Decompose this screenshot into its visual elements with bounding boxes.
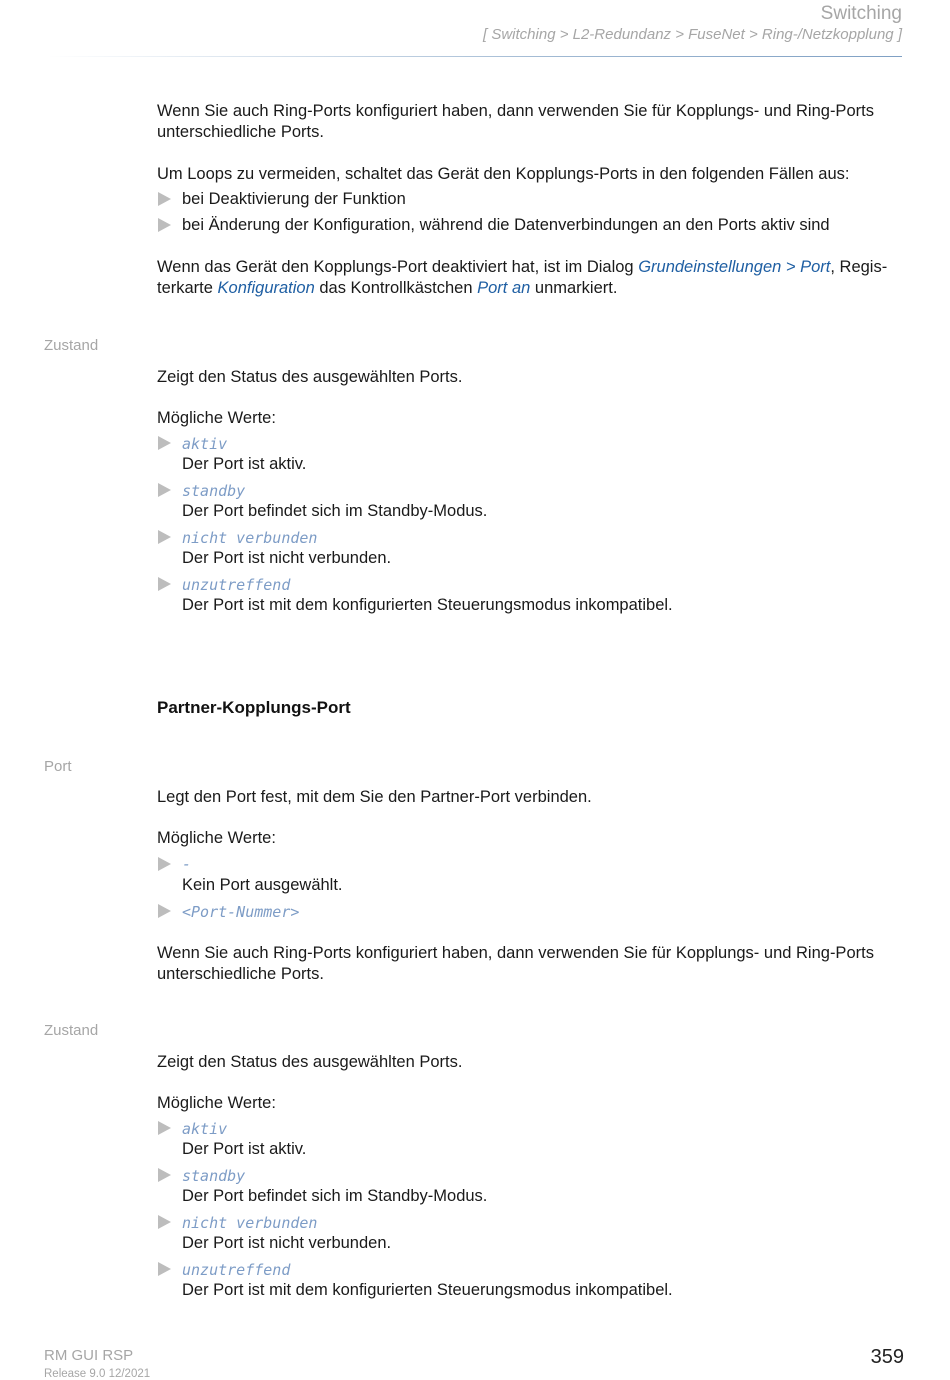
port-desc: Legt den Port fest, mit dem Sie den Partner-Port verbinden. (157, 788, 592, 806)
value-code-none: - (182, 855, 192, 873)
link-grundeinstellungen-port[interactable]: Grundeinstellungen > Port (638, 258, 831, 276)
port-label: Port (44, 758, 72, 775)
bullet-triangle-icon (158, 192, 171, 206)
value-desc-unzutreffend-2: Der Port ist mit dem konfigurierten Steuerungsmodus inkompatibel. (182, 1281, 673, 1299)
value-code-standby-2: standby (182, 1167, 246, 1185)
breadcrumb: [ Switching > L2-Redundanz > FuseNet > Ring-/Netzkopplung ] (483, 26, 902, 43)
value-desc-nicht-verbunden-2: Der Port ist nicht verbunden. (182, 1234, 392, 1252)
value-code-unzutreffend-2: unzutreffend (182, 1261, 291, 1279)
zustand-2-values-label: Mögliche Werte: (157, 1094, 276, 1112)
value-desc-standby-2: Der Port befindet sich im Standby-Modus. (182, 1187, 488, 1205)
bullet-triangle-icon (158, 1215, 171, 1229)
value-code-standby: standby (182, 482, 246, 500)
header-divider (48, 56, 902, 57)
port-values-label: Mögliche Werte: (157, 829, 276, 847)
page-number: 359 (870, 1346, 904, 1368)
link-port-an[interactable]: Port an (477, 278, 531, 297)
intro-paragraph-2: Um Loops zu vermeiden, schaltet das Gerät den Kopplungs-Ports in den folgenden Fällen aus: (157, 165, 850, 183)
value-code-unzutreffend: unzutreffend (182, 576, 291, 594)
value-desc-nicht-verbunden: Der Port ist nicht verbunden. (182, 549, 392, 567)
p3-text-c: das Kontrollkästchen (314, 278, 478, 297)
zustand-1-label: Zustand (44, 337, 99, 354)
value-desc-aktiv-2: Der Port ist aktiv. (182, 1140, 307, 1158)
bullet-triangle-icon (158, 857, 171, 871)
value-desc-unzutreffend: Der Port ist mit dem konfigurierten Steuerungsmodus inkompatibel. (182, 596, 673, 614)
bullet-triangle-icon (158, 904, 171, 918)
section-heading: Partner-Kopplungs-Port (157, 698, 351, 717)
p3-text-d: unmarkiert. (530, 278, 618, 297)
p3-text-a: Wenn das Gerät den Kopplungs-Port deaktiviert hat, ist im Dialog (157, 258, 639, 276)
value-code-port-nummer: <Port-Nummer> (182, 903, 300, 921)
bullet-triangle-icon (158, 1121, 171, 1135)
footer-release: Release 9.0 12/2021 (44, 1368, 151, 1380)
p3-text-b: , Regis-terkarte (157, 258, 888, 297)
intro-paragraph-1: Wenn Sie auch Ring-Ports konfiguriert haben, dann verwenden Sie für Kopplungs- und Ring-Ports unterschiedliche Ports. (157, 102, 874, 141)
intro-bullet-1: bei Deaktivierung der Funktion (182, 190, 406, 208)
value-code-aktiv-2: aktiv (182, 1120, 228, 1138)
header-title: Switching (820, 3, 902, 24)
partner-note: Wenn Sie auch Ring-Ports konfiguriert haben, dann verwenden Sie für Kopplungs- und Ring-Ports unterschiedliche Ports. (157, 944, 874, 983)
bullet-triangle-icon (158, 1168, 171, 1182)
value-desc-none: Kein Port ausgewählt. (182, 876, 343, 894)
value-desc-standby: Der Port befindet sich im Standby-Modus. (182, 502, 488, 520)
value-code-aktiv: aktiv (182, 435, 228, 453)
bullet-triangle-icon (158, 1262, 171, 1276)
intro-bullet-2: bei Änderung der Konfiguration, während die Datenverbindungen an den Ports aktiv sind (182, 216, 830, 234)
intro-paragraph-3 (157, 257, 907, 298)
value-code-nicht-verbunden-2: nicht verbunden (182, 1214, 318, 1232)
bullet-triangle-icon (158, 483, 171, 497)
link-konfiguration[interactable]: Konfiguration (217, 278, 315, 297)
bullet-triangle-icon (158, 218, 171, 232)
zustand-1-values-label: Mögliche Werte: (157, 409, 276, 427)
bullet-triangle-icon (158, 530, 171, 544)
value-desc-aktiv: Der Port ist aktiv. (182, 455, 307, 473)
footer-doc-title: RM GUI RSP (44, 1347, 134, 1364)
bullet-triangle-icon (158, 436, 171, 450)
value-code-nicht-verbunden: nicht verbunden (182, 529, 318, 547)
zustand-1-desc: Zeigt den Status des ausgewählten Ports. (157, 368, 463, 386)
zustand-2-desc: Zeigt den Status des ausgewählten Ports. (157, 1053, 463, 1071)
zustand-2-label: Zustand (44, 1022, 99, 1039)
bullet-triangle-icon (158, 577, 171, 591)
